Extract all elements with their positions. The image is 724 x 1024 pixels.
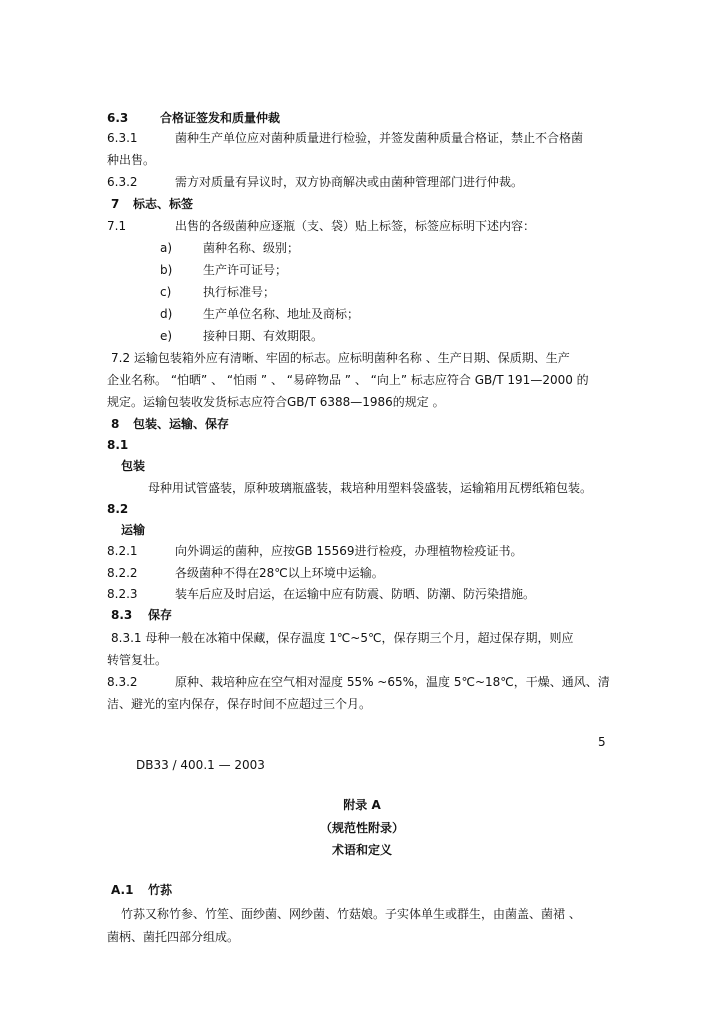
list-item-text: 执行标准号； xyxy=(203,285,276,299)
clause-8-3-2-line1: 原种、栽培种应在空气相对湿度 55% ~65%，温度 5℃~18℃，干燥、通风、清 xyxy=(175,675,610,689)
clause-8-2-2-text: 各级菌种不得在28℃以上环境中运输。 xyxy=(175,566,384,580)
clause-8-3-2-number: 8.3.2 xyxy=(107,675,138,689)
list-item-mark: d) xyxy=(160,307,173,321)
clause-8-2-3-number: 8.2.3 xyxy=(107,587,138,601)
clause-8-2-1-text: 向外调运的菌种，应按GB 15569进行检疫，办理植物检疫证书。 xyxy=(175,544,523,558)
term-a1-title: 竹荪 xyxy=(148,883,173,897)
list-item-text: 接种日期、有效期限。 xyxy=(203,329,324,343)
clause-7-2-line3: 规定。运输包装收发货标志应符合GB/T 6388—1986的规定 。 xyxy=(107,395,445,409)
clause-6-3-1-line1: 菌种生产单位应对菌种质量进行检验，并签发菌种质量合格证，禁止不合格菌 xyxy=(175,131,584,145)
list-item-text: 生产许可证号； xyxy=(203,263,288,277)
clause-8-3-1-line1: 8.3.1 母种一般在冰箱中保藏，保存温度 1℃~5℃，保存期三个月，超过保存期，则应 xyxy=(111,631,574,645)
clause-6-3-1-number: 6.3.1 xyxy=(107,131,138,145)
clause-7-2-line1: 7.2 运输包装箱外应有清晰、牢固的标志。应标明菌种名称 、生产日期、保质期、生产 xyxy=(111,351,570,365)
list-item-mark: a) xyxy=(160,241,173,255)
section-8-title: 包装、运输、保存 xyxy=(133,417,230,431)
section-8-3-number: 8.3 xyxy=(111,608,133,622)
section-8-2-title: 运输 xyxy=(121,523,146,537)
appendix-heading: 术语和定义 xyxy=(331,843,392,857)
document-code: DB33 / 400.1 — 2003 xyxy=(136,758,265,772)
clause-8-2-1-number: 8.2.1 xyxy=(107,544,138,558)
section-8-3-title: 保存 xyxy=(148,608,173,622)
clause-8-2-3-text: 装车后应及时启运，在运输中应有防震、防晒、防潮、防污染措施。 xyxy=(175,587,536,601)
section-8-2-number: 8.2 xyxy=(107,502,129,516)
clause-6-3-2-number: 6.3.2 xyxy=(107,175,138,189)
clause-7-1-number: 7.1 xyxy=(107,219,127,233)
clause-6-3-2-text: 需方对质量有异议时，双方协商解决或由菌种管理部门进行仲裁。 xyxy=(175,175,524,189)
clause-7-1-text: 出售的各级菌种应逐瓶（支、袋）贴上标签，标签应标明下述内容： xyxy=(175,219,536,233)
clause-7-2-line2: 企业名称。 “怕晒” 、 “怕雨 ” 、 “易碎物品 ” 、 “向上” 标志应符合 GB/T 191—2000 的 xyxy=(107,373,589,387)
term-a1-line1: 竹荪又称竹参、竹笙、面纱菌、网纱菌、竹菇娘。子实体单生或群生，由菌盖、菌裙 、 xyxy=(121,907,581,921)
clause-8-3-2-line2: 洁、避光的室内保存，保存时间不应超过三个月。 xyxy=(107,697,372,711)
clause-8-3-1-line2: 转管复壮。 xyxy=(107,653,168,667)
list-item-mark: e) xyxy=(160,329,173,343)
list-item-mark: c) xyxy=(160,285,172,299)
clause-8-1-text: 母种用试管盛装，原种玻璃瓶盛装，栽培种用塑料袋盛装，运输箱用瓦楞纸箱包装。 xyxy=(148,481,593,495)
section-7-number: 7 xyxy=(111,197,120,211)
appendix-subtitle: （规范性附录） xyxy=(319,821,404,835)
list-item-mark: b) xyxy=(160,263,173,277)
clause-6-3-1-line2: 种出售。 xyxy=(107,153,156,167)
term-a1-line2: 菌柄、菌托四部分组成。 xyxy=(107,930,240,944)
section-7-title: 标志、标签 xyxy=(133,197,194,211)
clause-8-2-2-number: 8.2.2 xyxy=(107,566,138,580)
section-8-number: 8 xyxy=(111,417,120,431)
list-item-text: 菌种名称、级别； xyxy=(203,241,300,255)
page-number: 5 xyxy=(598,735,606,749)
list-item-text: 生产单位名称、地址及商标； xyxy=(203,307,360,321)
appendix-title: 附录 A xyxy=(343,798,381,812)
section-6-3-number: 6.3 xyxy=(107,111,129,125)
section-8-1-number: 8.1 xyxy=(107,438,129,452)
section-6-3-title: 合格证签发和质量仲裁 xyxy=(160,111,281,125)
term-a1-number: A.1 xyxy=(111,883,134,897)
section-8-1-title: 包装 xyxy=(121,459,146,473)
